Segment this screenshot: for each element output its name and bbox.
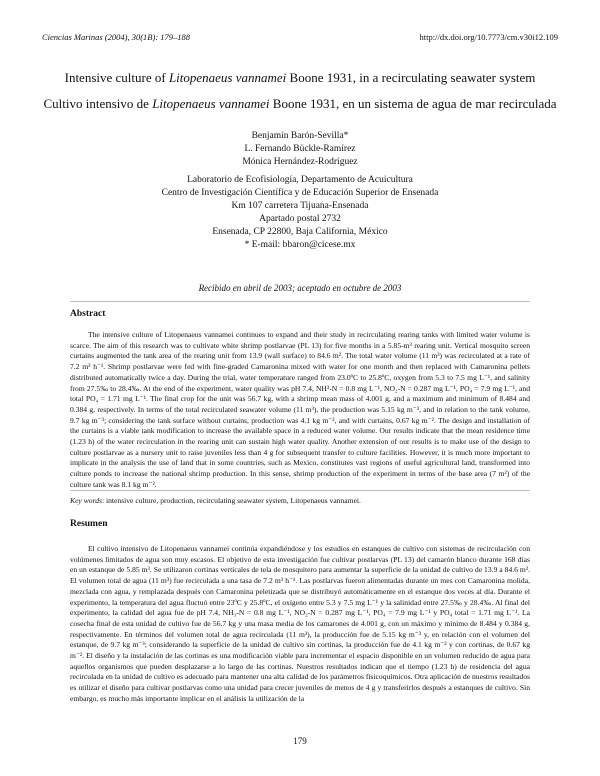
author-list: [0, 130, 600, 169]
keywords-line: [70, 496, 530, 507]
received-dates: Recibido en abril de 2003; aceptado en octubre de 2003: [198, 283, 402, 293]
doi-link[interactable]: http://dx.doi.org/10.7773/cm.v30i12.109: [419, 32, 558, 42]
running-header: [42, 32, 558, 42]
affiliation-line: Centro de Investigación Científica y de Educación Superior de Ensenada: [161, 188, 439, 198]
author-name: Mónica Hernández-Rodríguez: [242, 157, 358, 167]
affiliation-line: Laboratorio de Ecofisiología, Departamento de Acuicultura: [187, 175, 413, 185]
keywords-label: Key words: [70, 496, 102, 505]
keywords-text: : intensive culture, production, recirculating seawater system, Litopenaeus vannamei.: [102, 496, 361, 505]
resumen-body: El cultivo intensivo de Litopenaeus vannamei continúa expandiéndose y los estudios en estanques de cultivo con sistemas de recirculación con volúmenes limitados de agua son muy escasos. El objetivo de esta investigación fue cultivar postlarvas (PL 13) del camarón blanco durante 168 días en un estanque de 5.85 m³. Se utilizaron cortinas verticales de tela de mosquitero para aumentar la superficie de la unidad de cultivo de 13.9 a 84.6 m². El volumen total de agua (11 m³) fue recirculada a una tasa de 7.2 m³ h⁻¹. Las postlarvas fueron alimentadas durante un mes con Camaronina molida, mezclada con agua, y remplazada después con Camaronina peletizada que se distribuyó automáticamente en el estanque dos veces al día. Durante el experimento, la temperatura del agua fluctuó entre 23ºC y 25.8ºC, el oxígeno entre 5.3 y 7.5 mg L⁻¹ y la salinidad entre 27.5‰ y 28.4‰. Al final del experimento, la calidad del agua fue de pH 7.4, NH₃-N = 0.8 mg L⁻¹, NO₂-N = 0.287 mg L⁻¹, PO₄ = 7.9 mg L⁻¹ y PO₄ total = 1.71 mg L⁻¹. La cosecha final de esta unidad de cultivo fue de 56.7 kg y una masa media de los camarones de 4.001 g, con un máximo y mínimo de 8.484 y 0.384 g, respectivamente. En términos del volumen total de agua recirculada (11 m³), la producción fue de 5.15 kg m⁻³ y, en relación con el volumen del estanque, de 9.7 kg m⁻³; considerando la superficie de la unidad de cultivo sin cortinas, la producción fue de 4.1 kg m⁻² y con cortinas, de 0.67 kg m⁻². El diseño y la instalación de las cortinas es una modificación viable para incrementar el espacio disponible en un volumen reducido de agua para aquellos organismos que pueden desplazarse a lo largo de las cortinas. Nuestros resultados indican que el tiempo (1.23 h) de residencia del agua recirculada en la unidad de cultivo es adecuado para mantener una alta calidad de los parámetros fisicoquímicos. Otra aplicación de nuestros resultados es utilizar el diseño para cultivar postlarvas como una unidad para crecer juveniles de menos de 4 g y transferirlos después a estanques de cultivo. Sin embargo, es mucho más importante implicar en el análisis la utilización de la: [70, 544, 530, 703]
affiliation-line: Apartado postal 2732: [259, 214, 341, 224]
title-en-pre: Intensive culture of: [64, 70, 169, 85]
affiliation-line: Km 107 carretera Tijuana-Ensenada: [231, 201, 369, 211]
divider: [70, 301, 530, 302]
author-email[interactable]: * E-mail: bbaron@cicese.mx: [244, 240, 356, 250]
title-es-species: Litopenaeus vannamei: [152, 96, 270, 111]
abstract-heading: Abstract: [70, 309, 106, 319]
divider: [70, 490, 530, 491]
title-english: [40, 70, 560, 86]
page-number: 179: [293, 736, 307, 746]
title-en-species: Litopenaeus vannamei: [168, 70, 287, 85]
title-es-post: Boone 1931, en un sistema de agua de mar recirculada: [269, 96, 557, 111]
affiliation-block: [0, 174, 600, 252]
author-name: Benjamín Barón-Sevilla*: [251, 131, 349, 141]
abstract-body: The intensive culture of Litopenaeus vannamei continues to expand and their study in recirculating rearing tanks with limited water volume is scarce. The aim of this research was to cultivate white shrimp postlarvae (PL 13) for five months in a 5.85-m³ rearing unit. Vertical mosquito screen curtains augmented the tank area of the rearing unit from 13.9 (wall surface) to 84.6 m². The total water volume (11 m³) was recirculated at a rate of 7.2 m³ h⁻¹. Shrimp postlarvae were fed with fine-graded Camaronina mixed with water for one month and then replaced with Camaronina pellets distributed automatically twice a day. During the trial, water temperature ranged from 23.0ºC to 25.8ºC, oxygen from 5.3 to 7.5 mg L⁻¹, and salinity from 27.5‰ to 28.4‰. At the end of the experiment, water quality was pH 7.4, NH³-N = 0.8 mg L⁻¹, NO₂-N = 0.287 mg L⁻¹, PO₄ = 7.9 mg L⁻¹, and total PO₄ = 1.71 mg L⁻¹. The final crop for the unit was 56.7 kg, with a shrimp mean mass of 4.001 g, and a maximum and minimum of 8.484 and 0.384 g, respectively. In terms of the total recirculated seawater volume (11 m³), the production was 5.15 kg m⁻³, and in relation to the tank volume, 9.7 kg m⁻³; considering the tank surface without curtains, production was 4.1 kg m⁻², and with curtains, 0.67 kg m⁻². The design and installation of the curtains is a viable tank modification to increase the available space in a reduced water volume. Our results indicate that the mean residence time (1.23 h) of the water recirculation in the rearing unit can sustain high water quality. Another extension of our results is to make use of the design to culture postlarvae as a nursery unit to raise juveniles less than 4 g for subsequent transfer to culture facilities. However, it is much more important to implicate in the analysis the use of land that in some countries, such as Mexico, constitutes vast regions of useful agricultural land, transformed into culture ponds to increase the national shrimp production. In this sense, shrimp production of the experiment in terms of the base area (7 m²) of the culture tank was 8.1 kg m⁻².: [70, 330, 530, 489]
resumen-heading: Resumen: [70, 519, 108, 529]
affiliation-line: Ensenada, CP 22800, Baja California, México: [212, 227, 388, 237]
author-name: L. Fernando Bückle-Ramírez: [244, 144, 356, 154]
title-spanish: [40, 96, 560, 112]
title-es-pre: Cultivo intensivo de: [43, 96, 153, 111]
journal-citation: Ciencias Marinas (2004), 30(1B): 179–188: [42, 32, 191, 42]
title-en-post: Boone 1931, in a recirculating seawater system: [286, 70, 536, 85]
